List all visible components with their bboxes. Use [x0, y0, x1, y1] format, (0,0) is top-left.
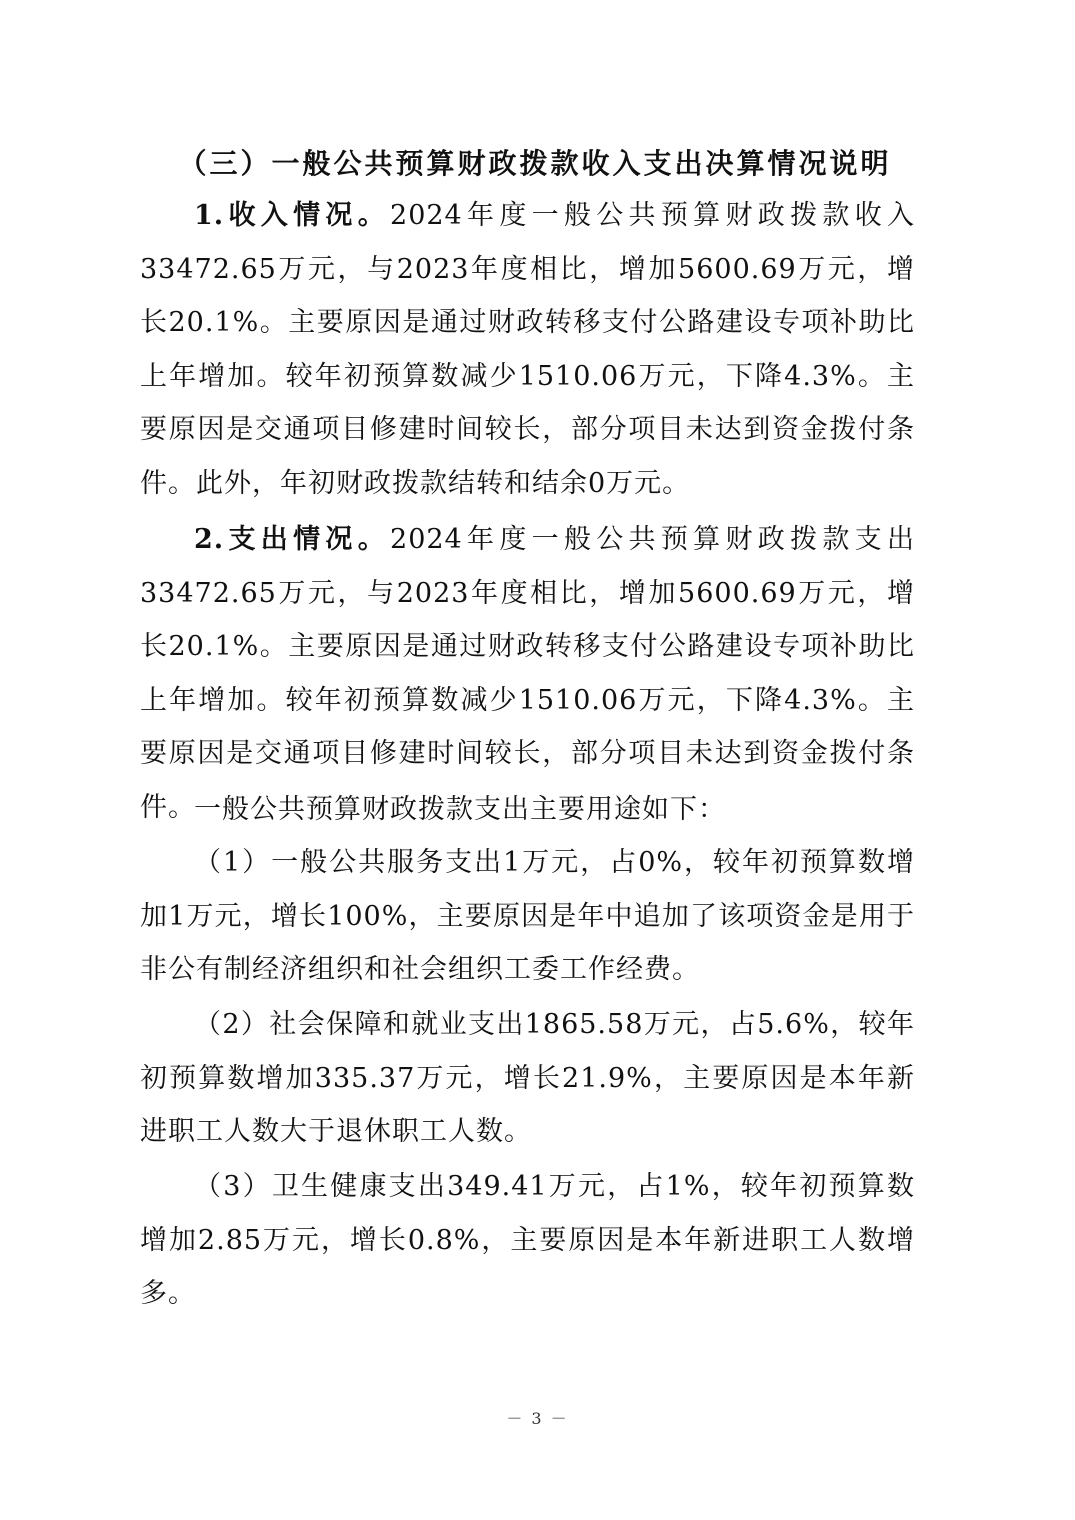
income-lead: 1.收入情况。 [194, 200, 391, 231]
section-heading: （三）一般公共预算财政拨款收入支出决算情况说明 [178, 147, 892, 180]
list-item-general-public-services: （1）一般公共服务支出1万元，占0%，较年初预算数增加1万元，增长100%，主要原因是年中追加了该项资金是用于非公有制经济组织和社会组织工委工作经费。 [140, 847, 915, 986]
income-text: 2024年度一般公共预算财政拨款收入33472.65万元，与2023年度相比，增加5600.69万元，增长20.1%。主要原因是通过财政转移支付公路建设专项补助比上年增加。较年初预算数减少1510.06万元，下降4.3%。主要原因是交通项目修建时间较长，部分项目未达到资金拨付条件。此外，年初财政拨款结转和结余0万元。 [140, 200, 915, 499]
income-paragraph [140, 189, 915, 511]
list-item-health: （3）卫生健康支出349.41万元，占1%，较年初预算数增加2.85万元，增长0.8%，主要原因是本年新进职工人数增多。 [140, 1171, 915, 1310]
page-number: － 3 － [506, 1409, 569, 1428]
expenditure-lead: 2.支出情况。 [194, 524, 391, 555]
list-item-social-security: （2）社会保障和就业支出1865.58万元，占5.6%，较年初预算数增加335.37万元，增长21.9%，主要原因是本年新进职工人数大于退休职工人数。 [140, 1009, 915, 1148]
uses-intro: 一般公共预算财政拨款支出主要用途如下： [194, 794, 726, 825]
expenditure-text: 2024年度一般公共预算财政拨款支出33472.65万元，与2023年度相比，增加5600.69万元，增长20.1%。主要原因是通过财政转移支付公路建设专项补助比上年增加。较年初预算数减少1510.06万元，下降4.3%。主要原因是交通项目修建时间较长，部分项目未达到资金拨付条件。 [140, 524, 915, 823]
